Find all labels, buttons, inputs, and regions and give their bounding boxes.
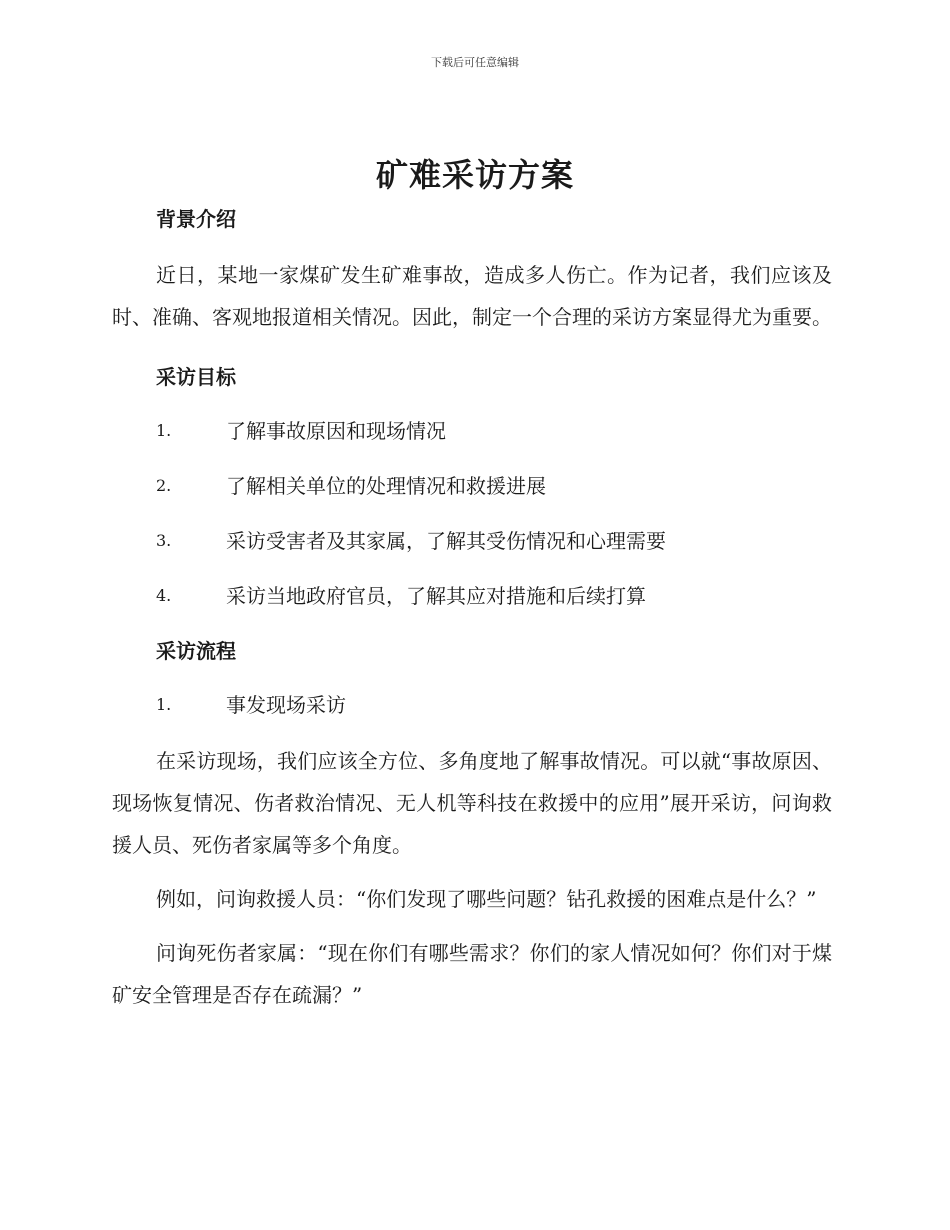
list-item <box>112 577 832 615</box>
list-item-number: 4. <box>156 586 172 605</box>
list-item <box>112 467 832 505</box>
process-list <box>112 686 832 724</box>
section-goals <box>112 358 832 615</box>
section-heading-background: 背景介绍 <box>156 207 236 231</box>
section-process <box>112 632 832 1016</box>
process-paragraph: 在采访现场，我们应该全方位、多角度地了解事故情况。可以就“事故原因、现场恢复情况、伤者救治情况、无人机等科技在救援中的应用”展开采访，问询救援人员、死伤者家属等多个角度。 <box>112 749 832 857</box>
list-item-number: 1. <box>156 695 172 714</box>
list-item <box>112 412 832 450</box>
process-paragraph: 问询死伤者家属：“现在你们有哪些需求？你们的家人情况如何？你们对于煤矿安全管理是否存在疏漏？” <box>112 941 832 1007</box>
list-item-text: 了解事故原因和现场情况 <box>226 419 446 443</box>
section-background <box>112 200 832 338</box>
list-item-number: 2. <box>156 476 172 495</box>
document-title: 矿难采访方案 <box>375 156 574 194</box>
header-note: 下载后可任意编辑 <box>431 56 519 69</box>
document-body <box>112 200 832 1016</box>
background-paragraph: 近日，某地一家煤矿发生矿难事故，造成多人伤亡。作为记者，我们应该及时、准确、客观地报道相关情况。因此，制定一个合理的采访方案显得尤为重要。 <box>112 263 832 329</box>
section-heading-process: 采访流程 <box>156 639 236 663</box>
list-item-number: 3. <box>156 531 172 550</box>
section-heading-goals: 采访目标 <box>156 365 236 389</box>
list-item-text: 了解相关单位的处理情况和救援进展 <box>226 474 546 498</box>
process-paragraph: 例如，问询救援人员：“你们发现了哪些问题？钻孔救援的困难点是什么？” <box>156 887 817 911</box>
goals-list <box>112 412 832 615</box>
list-item-text: 采访受害者及其家属，了解其受伤情况和心理需要 <box>226 529 666 553</box>
list-item-text: 采访当地政府官员，了解其应对措施和后续打算 <box>226 584 646 608</box>
list-item-text: 事发现场采访 <box>226 693 346 717</box>
list-item <box>112 522 832 560</box>
list-item <box>112 686 832 724</box>
list-item-number: 1. <box>156 421 172 440</box>
